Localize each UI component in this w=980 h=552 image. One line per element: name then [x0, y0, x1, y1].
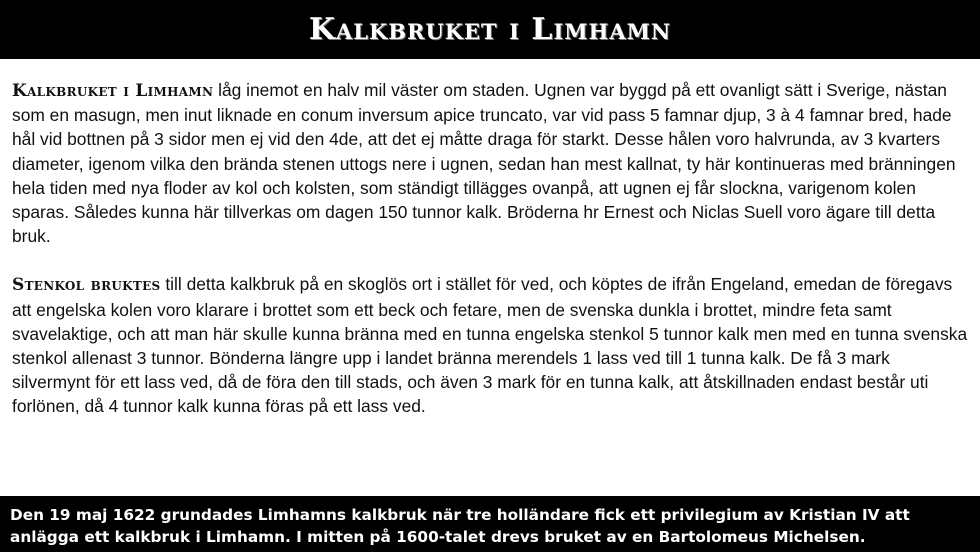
- footer-bar: [0, 496, 980, 552]
- paragraph-stenkol: [12, 272, 972, 418]
- article-body: [12, 78, 972, 443]
- page-title: Kalkbruket i Limhamn: [308, 12, 672, 47]
- title-bar: [0, 0, 980, 59]
- paragraph-lead: Stenkol bruktes: [12, 275, 161, 296]
- paragraph-kalkbruket: [12, 78, 972, 248]
- paragraph-text: låg inemot en halv mil väster om staden. Ugnen var byggd på ett ovanligt sätt i Sverige, nästan som en masugn, men inut liknade en conum inversum apice truncato, var vid pass 5 famnar djup, 3 à 4 famnar bred, hade hål vid bottnen på 3 sidor men ej vid den 4de, att det ej måtte draga för starkt. Desse hålen voro halvrunda, av 3 kvarters diameter, igenom vilka den brända stenen uttogs nere i ugnen, sedan han mest kallnat, ty här kontinueras med bränningen hela tiden med nya floder av kol och kolsten, som ständigt tillägges ovanpå, att ugnen ej får slockna, varigenom kolen sparas. Således kunna här tillverkas om dagen 150 tunnor kalk. Bröderna hr Ernest och Niclas Suell voro ägare till detta bruk.: [12, 80, 956, 247]
- footer-note: Den 19 maj 1622 grundades Limhamns kalkbruk när tre holländare fick ett privilegium av Kristian IV att anlägga ett kalkbruk i Limhamn. I mitten på 1600-talet drevs bruket av en Bartolomeus Michelsen.: [10, 506, 910, 546]
- paragraph-lead: Kalkbruket i Limhamn: [12, 81, 214, 101]
- paragraph-text: till detta kalkbruk på en skoglös ort i stället för ved, och köptes de ifrån Engeland, emedan de föregavs att engelska kolen voro klarare i brottet som ett beck och fetare, men de svenska dunkla i brottet, mindre feta samt svavelaktige, och att man här skulle kunna bränna med en tunna engelska stenkol 5 tunnor kalk men med en tunna svenska stenkol allenast 3 tunnor. Bönderna längre upp i landet bränna merendels 1 lass ved till 1 tunna kalk. De få 3 mark silvermynt för ett lass ved, då de föra den till stads, och även 3 mark för en tunna kalk, att åtskillnaden endast består uti forlönen, då 4 tunnor kalk kunna föras på ett lass ved.: [12, 274, 968, 417]
